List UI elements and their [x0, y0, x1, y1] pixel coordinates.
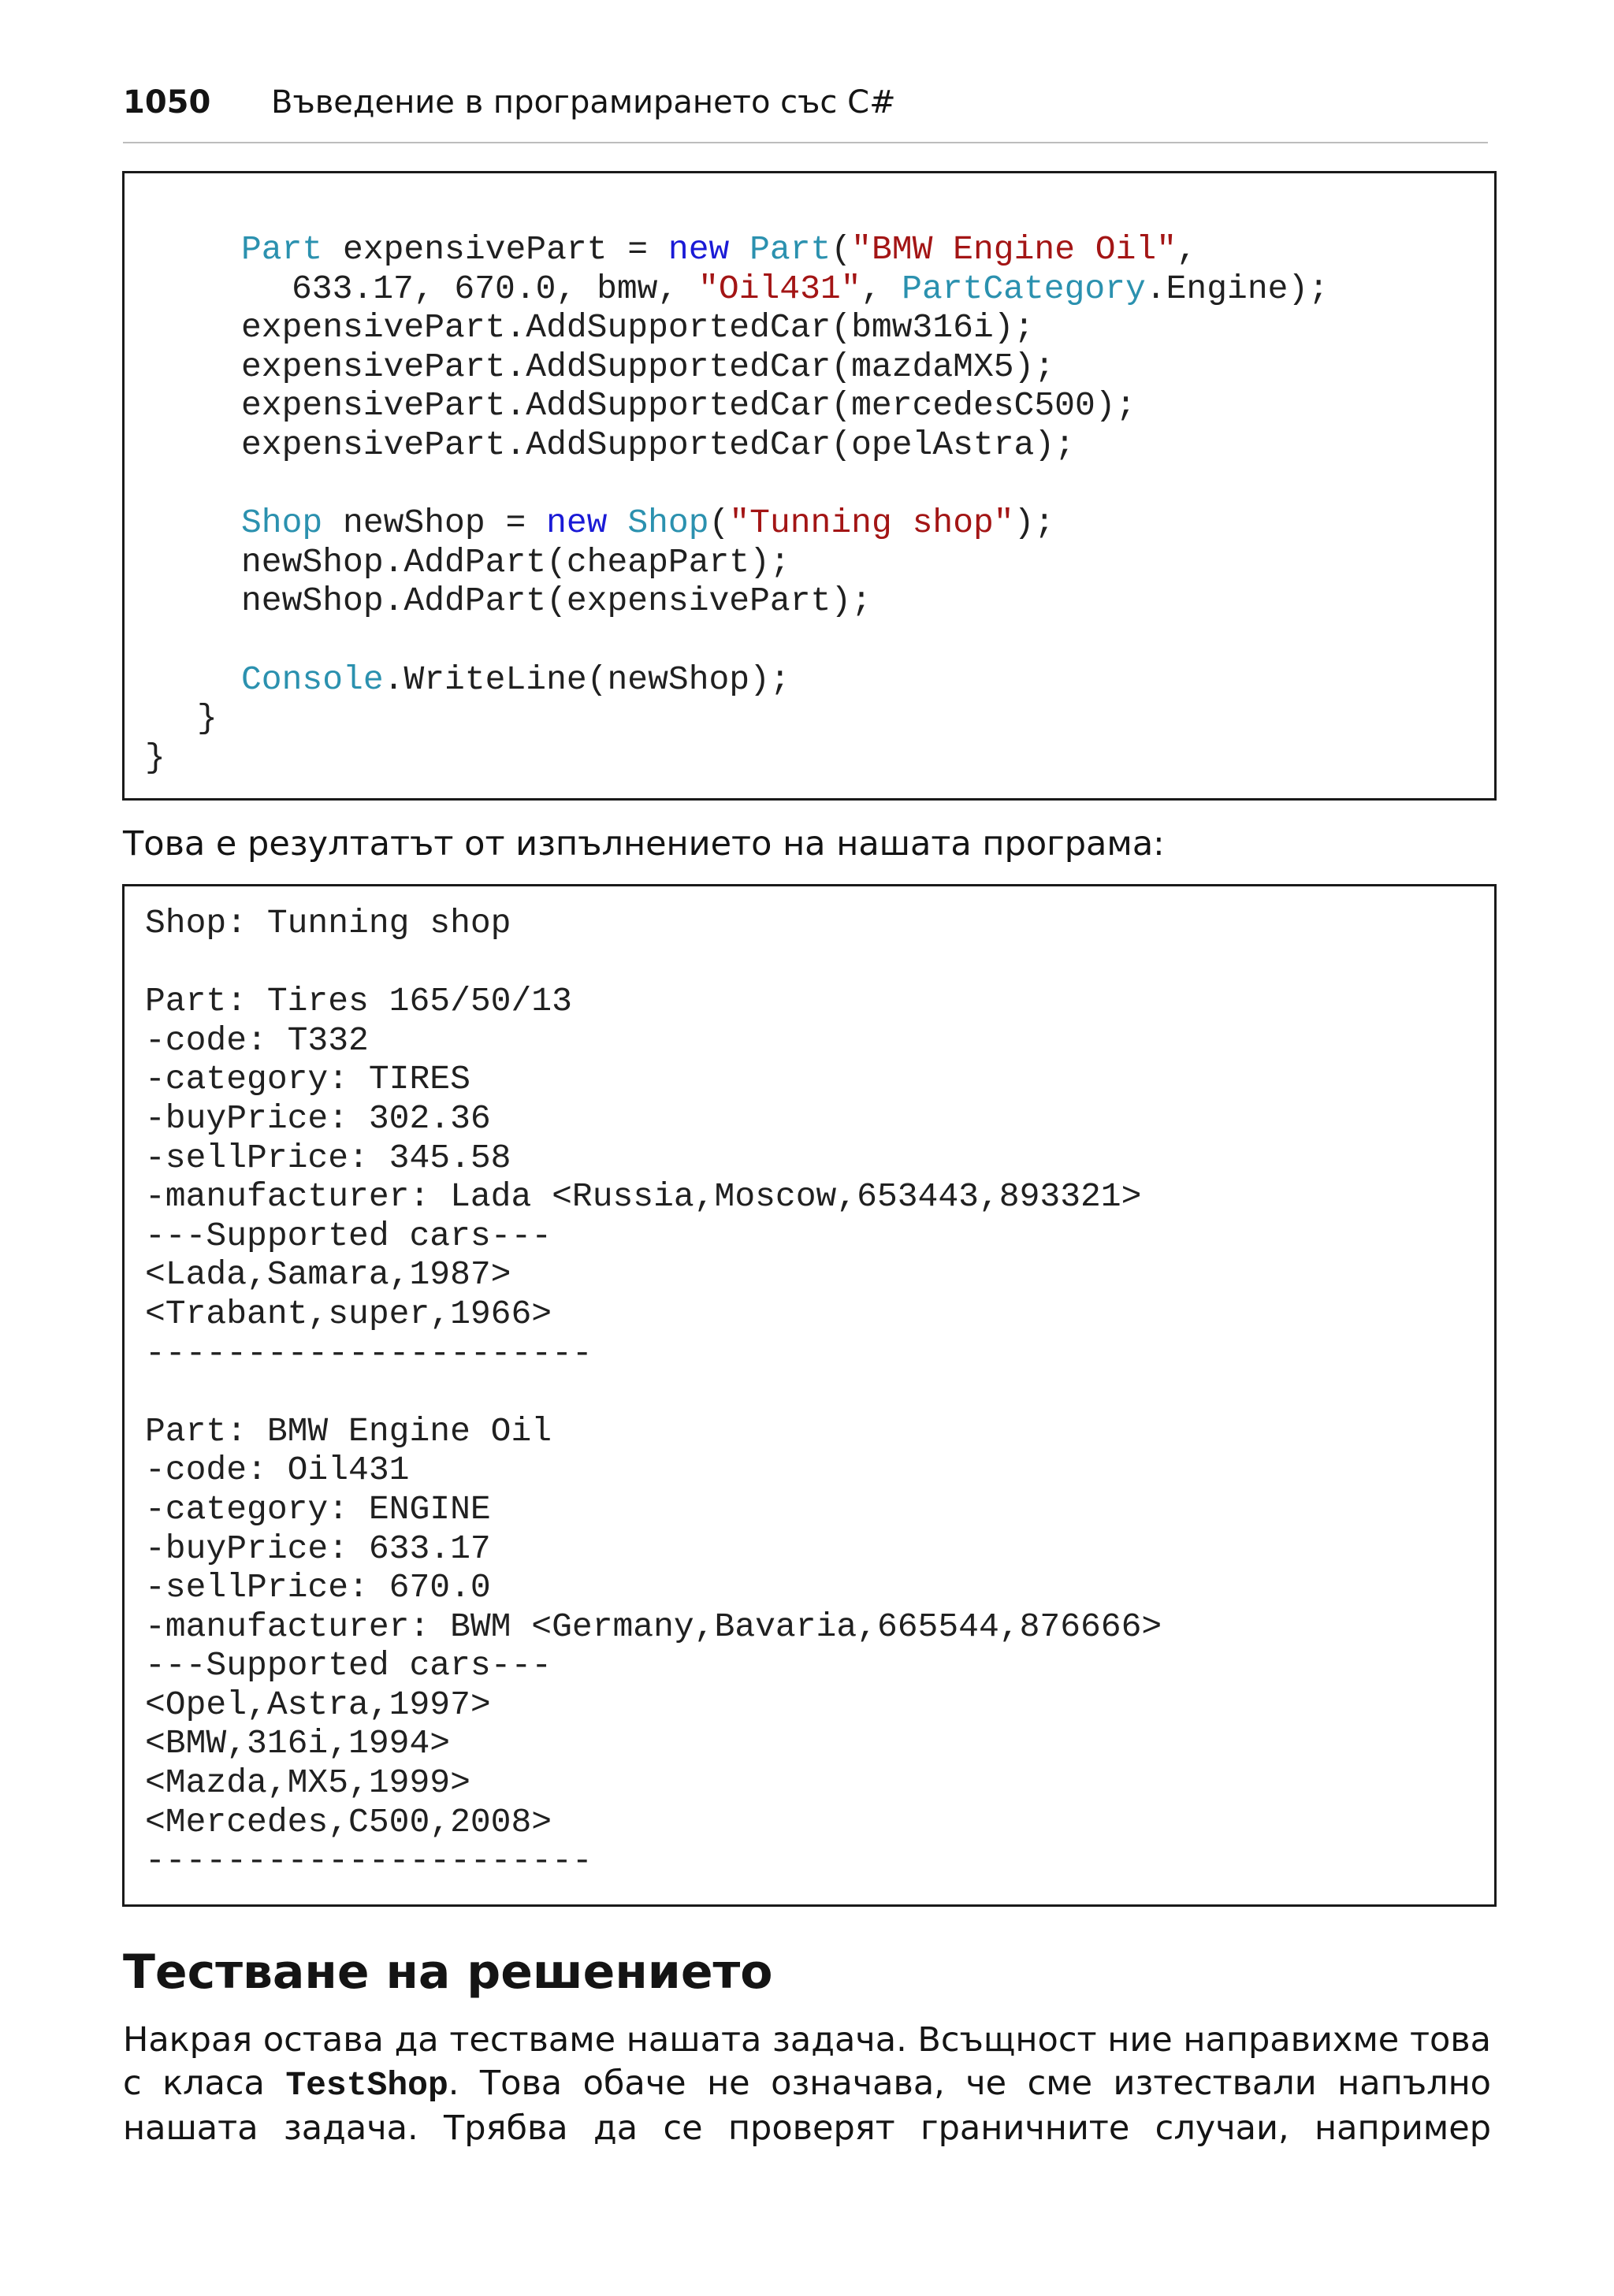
book-title: Въведение в програмирането със C# — [271, 84, 896, 121]
code-listing — [122, 171, 1497, 801]
code-type: Console — [241, 659, 384, 699]
output-line: ---Supported cars--- — [145, 1646, 552, 1685]
output-line: -manufacturer: BWM <Germany,Bavaria,665544,876666> — [145, 1607, 1162, 1646]
code-line — [125, 269, 1494, 309]
inline-code: TestShop — [285, 2066, 448, 2105]
output-line: -sellPrice: 345.58 — [145, 1138, 511, 1177]
output-line: Part: BMW Engine Oil — [145, 1411, 552, 1451]
output-line: <Opel,Astra,1997> — [145, 1685, 491, 1724]
code-text: ( — [831, 230, 852, 269]
paragraph-line: Накрая остава да тестваме нашата задача. Всъщност ние направихме това — [123, 2020, 1491, 2060]
code-text: .Engine); — [1145, 269, 1330, 308]
code-text: expensivePart = — [322, 230, 668, 269]
code-text: 633.17, 670.0, bmw, — [292, 269, 699, 308]
paragraph-line: нашата задача. Трябва да се проверят граничните случаи, например — [123, 2108, 1491, 2148]
output-line: -buyPrice: 302.36 — [145, 1098, 491, 1138]
code-line: newShop.AddPart(cheapPart); — [241, 542, 790, 581]
code-type: Part — [241, 230, 323, 269]
code-blank-line — [125, 465, 1494, 504]
code-string: "Tunning shop" — [729, 503, 1014, 543]
output-line: -sellPrice: 670.0 — [145, 1568, 491, 1607]
output-line: <Mercedes,C500,2008> — [145, 1802, 552, 1841]
code-text: ( — [708, 503, 730, 543]
output-line: <Mazda,MX5,1999> — [145, 1763, 470, 1803]
code-type: Shop — [627, 503, 709, 543]
code-text: ); — [1013, 503, 1055, 543]
output-line: -code: T332 — [145, 1020, 369, 1060]
output-line — [125, 943, 1494, 983]
output-line: Part: Tires 165/50/13 — [145, 982, 572, 1021]
paragraph-text: с класа — [123, 2064, 286, 2103]
code-line: } — [197, 699, 218, 738]
output-line: -manufacturer: Lada <Russia,Moscow,653443,893321> — [145, 1177, 1142, 1217]
code-line — [125, 503, 1494, 543]
output-line: <BMW,316i,1994> — [145, 1724, 451, 1763]
paragraph-text: . Това обаче не означава, че сме изтествали напълно — [448, 2064, 1491, 2103]
output-line: -code: Oil431 — [145, 1451, 410, 1490]
paragraph-line — [123, 2062, 1491, 2107]
output-line: ---Supported cars--- — [145, 1216, 552, 1255]
code-line: expensivePart.AddSupportedCar(mercedesC500); — [241, 386, 1136, 425]
code-type: Shop — [241, 503, 323, 543]
code-line — [125, 660, 1494, 700]
section-heading: Тестване на решението — [123, 1945, 773, 2000]
code-type: PartCategory — [902, 269, 1146, 308]
output-line: -category: TIRES — [145, 1060, 470, 1099]
code-line — [125, 230, 1494, 269]
code-text: , — [1177, 230, 1197, 269]
code-type: Part — [749, 230, 831, 269]
code-text: , — [861, 269, 902, 308]
page-header — [123, 77, 1488, 143]
body-paragraph — [123, 2019, 1491, 2150]
output-line: <Trabant,super,1966> — [145, 1294, 552, 1333]
code-keyword: new — [546, 503, 608, 543]
output-line — [125, 1373, 1494, 1412]
output-line: -buyPrice: 633.17 — [145, 1529, 491, 1568]
code-blank-line — [125, 621, 1494, 660]
output-line: Shop: Tunning shop — [145, 904, 511, 942]
output-line: ---------------------- — [145, 1841, 593, 1881]
output-line: -category: ENGINE — [145, 1489, 491, 1529]
code-text: .WriteLine(newShop); — [383, 659, 790, 699]
code-text — [729, 230, 749, 269]
code-text — [608, 503, 628, 542]
code-keyword: new — [668, 230, 730, 269]
output-intro-text: Това е резултатът от изпълнението на нашата програма: — [123, 824, 1165, 864]
code-text: newShop = — [322, 503, 547, 543]
code-line: expensivePart.AddSupportedCar(opelAstra); — [241, 425, 1075, 464]
code-string: "BMW Engine Oil" — [851, 230, 1177, 269]
output-line: ---------------------- — [145, 1333, 593, 1373]
code-line: newShop.AddPart(expensivePart); — [241, 581, 872, 621]
page-number: 1050 — [123, 84, 211, 121]
output-line: <Lada,Samara,1987> — [145, 1255, 511, 1295]
code-line: expensivePart.AddSupportedCar(mazdaMX5); — [241, 347, 1055, 386]
code-line: } — [145, 737, 165, 777]
code-line: expensivePart.AddSupportedCar(bmw316i); — [241, 308, 1035, 347]
program-output — [122, 884, 1497, 1907]
code-string: "Oil431" — [698, 269, 861, 308]
